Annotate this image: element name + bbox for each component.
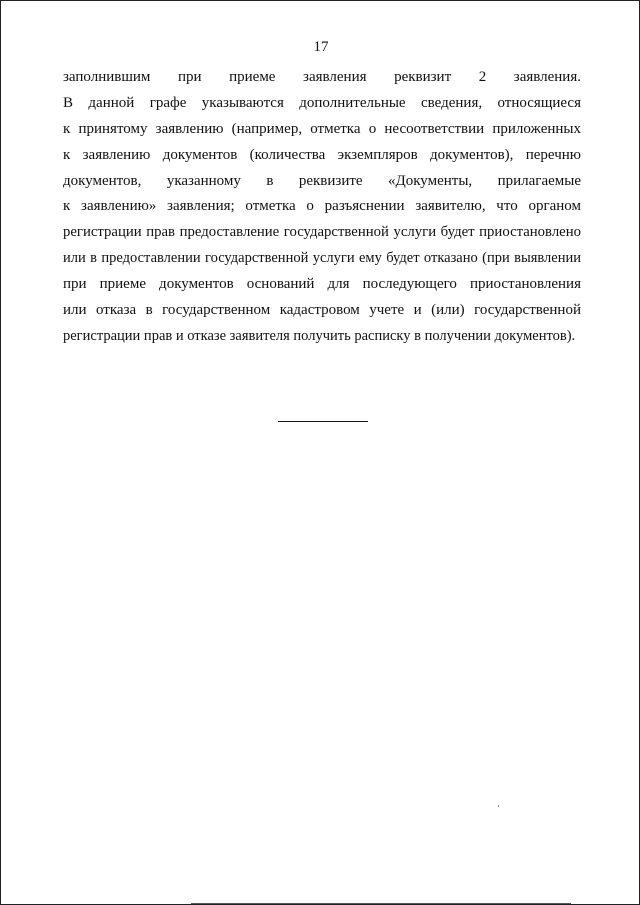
text-line: заполнившим при приеме заявления реквизит 2 заявления.	[63, 69, 581, 85]
text-line: или в предоставлении государственной услуги ему будет отказано (при выявлении	[63, 250, 581, 267]
text-line: или отказа в государственном кадастровом учете и (или) государственной	[63, 302, 581, 319]
text-line: к заявлению документов (количества экземпляров документов), перечню	[63, 146, 581, 163]
text-line: к заявлению» заявления; отметка о разъяснении заявителю, что органом	[63, 198, 581, 215]
text-line: к принятому заявлению (например, отметка о несоответствии приложенных	[63, 120, 581, 137]
text-line: В данной графе указываются дополнительные сведения, относящиеся	[63, 94, 581, 111]
bottom-edge-line	[191, 903, 571, 904]
body-paragraph	[63, 65, 581, 350]
text-line: документов, указанному в реквизите «Документы, прилагаемые	[63, 172, 581, 189]
text-line: регистрации прав предоставление государственной услуги будет приостановлено	[63, 224, 581, 241]
text-line-last: регистрации прав и отказе заявителя получить расписку в получении документов).	[63, 327, 576, 344]
scan-artifact	[498, 805, 499, 807]
text-line: при приеме документов оснований для последующего приостановления	[63, 276, 581, 293]
page-number: 17	[313, 39, 329, 55]
end-separator-line	[278, 421, 368, 422]
